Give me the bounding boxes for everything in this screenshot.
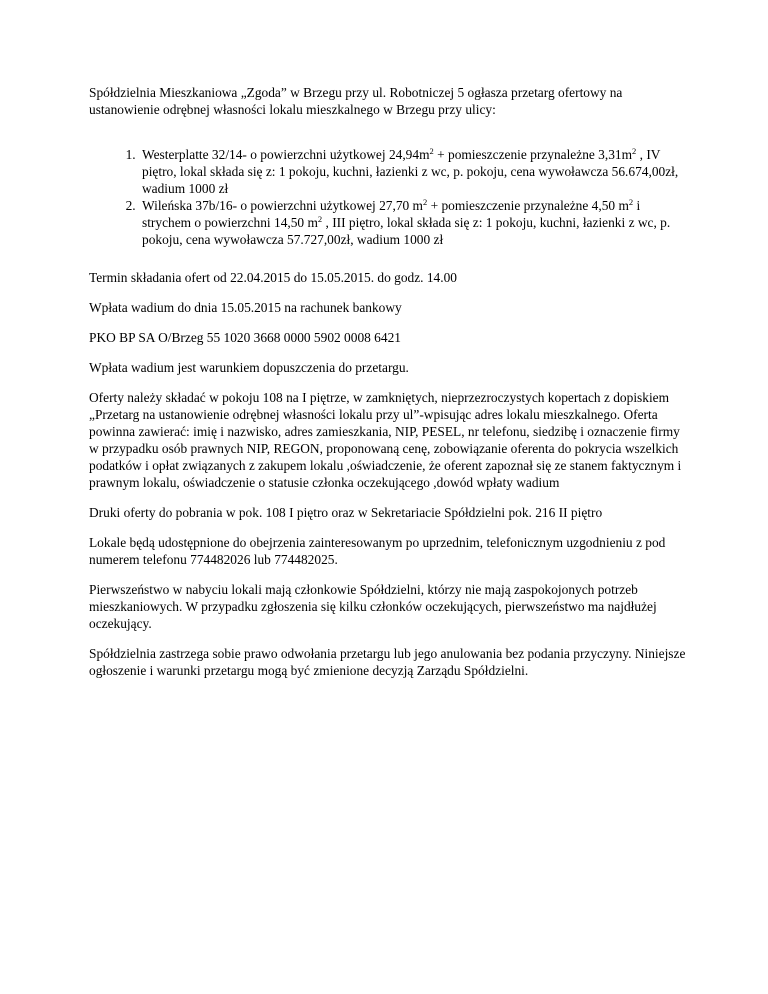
lot-1-text-part1: Westerplatte 32/14- o powierzchni użytkowej 24,94m — [142, 147, 430, 162]
document-page — [89, 84, 689, 692]
list-item-lot-2 — [139, 197, 689, 248]
lot-2-text-part1: Wileńska 37b/16- o powierzchni użytkowej 27,70 m — [142, 198, 423, 213]
lot-2-sup-3: 2 — [317, 214, 323, 224]
list-item-lot-1 — [139, 146, 689, 197]
bank-account-paragraph: PKO BP SA O/Brzeg 55 1020 3668 0000 5902 0008 6421 — [89, 330, 401, 345]
reservation-paragraph: Spółdzielnia zastrzega sobie prawo odwołania przetargu lub jego anulowania bez podania przyczyny. Niniejsze ogłoszenie i warunki przetargu mogą być zmienione decyzją Zarządu Spółdzielni. — [89, 646, 686, 678]
lot-1-sup-2: 2 — [632, 146, 637, 156]
lot-2-sup-2: 2 — [628, 197, 634, 207]
lot-2-text-part4: , III piętro, lokal składa się z: 1 pokoju, kuchni, łazienki z wc, p. pokoju, cena wywoławcza 57.727,00zł, wadium 1000 zł — [142, 215, 671, 247]
forms-paragraph: Druki oferty do pobrania w pok. 108 I piętro oraz w Sekretariacie Spółdzielni pok. 216 II piętro — [89, 505, 603, 520]
deposit-condition-paragraph: Wpłata wadium jest warunkiem dopuszczenia do przetargu. — [89, 360, 409, 375]
intro-paragraph: Spółdzielnia Mieszkaniowa „Zgoda” w Brzegu przy ul. Robotniczej 5 ogłasza przetarg ofertowy na ustanowienie odrębnej własności lokalu mieszkalnego w Brzegu przy ulicy: — [89, 85, 623, 117]
lot-2-text-part3: i strychem o powierzchni 14,50 m — [142, 198, 641, 230]
lot-2-text-part2: + pomieszczenie przynależne 4,50 m — [427, 198, 629, 213]
deadline-paragraph: Termin składania ofert od 22.04.2015 do 15.05.2015. do godz. 14.00 — [89, 270, 457, 285]
lot-1-sup-1: 2 — [429, 146, 434, 156]
priority-paragraph: Pierwszeństwo w nabyciu lokali mają członkowie Spółdzielni, którzy nie mają zaspokojonych potrzeb mieszkaniowych. W przypadku zgłoszenia się kilku członków oczekujących, pierwszeństwo ma najdłużej oczekujący. — [89, 582, 657, 631]
deposit-date-paragraph: Wpłata wadium do dnia 15.05.2015 na rachunek bankowy — [89, 300, 402, 315]
offer-instructions-paragraph: Oferty należy składać w pokoju 108 na I piętrze, w zamkniętych, nieprzezroczystych kopertach z dopiskiem „Przetarg na ustanowienie odrębnej własności lokalu przy ul”-wpisując adres lokalu mieszkalnego. Oferta powinna zawierać: imię i nazwisko, adres zamieszkania, NIP, PESEL, nr telefonu, siedzibę i oznaczenie firmy w przypadku osób prawnych NIP, REGON, proponowaną cenę, zobowiązanie oferenta do pokrycia wszelkich podatków i opłat związanych z zakupem lokalu ,oświadczenie, że oferent zapoznał się ze stanem faktycznym i prawnym lokalu, oświadczenie o statusie członka oczekującego ,dowód wpłaty wadium — [89, 390, 682, 490]
lot-1-text-part3: , IV piętro, lokal składa się z: 1 pokoju, kuchni, łazienki z wc, p. pokoju, cena wywoławcza 56.674,00zł, wadium 1000 zł — [142, 147, 679, 196]
lot-1-text-part2: + pomieszczenie przynależne 3,31m — [433, 147, 633, 162]
lots-list — [89, 146, 689, 248]
viewing-paragraph: Lokale będą udostępnione do obejrzenia zainteresowanym po uprzednim, telefonicznym uzgodnieniu z pod numerem telefonu 774482026 lub 774482025. — [89, 535, 666, 567]
lot-2-sup-1: 2 — [422, 197, 428, 207]
